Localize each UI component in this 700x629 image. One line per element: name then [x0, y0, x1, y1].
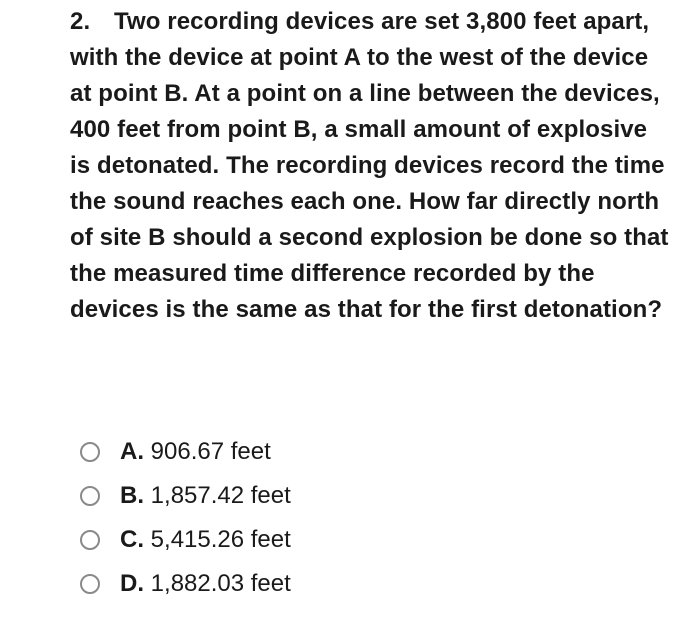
answer-label — [120, 525, 291, 555]
answer-label — [120, 481, 291, 511]
answer-label — [120, 437, 271, 467]
radio-unselected-icon[interactable] — [80, 530, 100, 550]
answer-letter: A. — [120, 438, 144, 465]
answer-letter: C. — [120, 526, 144, 553]
answer-option-b[interactable] — [80, 474, 640, 518]
answer-option-a[interactable] — [80, 430, 640, 474]
radio-unselected-icon[interactable] — [80, 574, 100, 594]
answer-letter: B. — [120, 482, 144, 509]
answer-options — [80, 430, 640, 606]
question-text: Two recording devices are set 3,800 feet apart, with the device at point A to the west of the device at point B. At a point on a line between the devices, 400 feet from point B, a small amount of explosive is detonated. The recording devices record the time the sound reaches each one. How far directly north of site B should a second explosion be done so that the measured time difference recorded by the devices is the same as that for the first detonation? — [70, 8, 669, 323]
answer-option-c[interactable] — [80, 518, 640, 562]
question-block — [70, 4, 670, 328]
answer-label — [120, 569, 291, 599]
question-number: 2. — [70, 8, 91, 35]
answer-value: 1,857.42 feet — [150, 482, 291, 509]
radio-unselected-icon[interactable] — [80, 486, 100, 506]
answer-option-d[interactable] — [80, 562, 640, 606]
radio-unselected-icon[interactable] — [80, 442, 100, 462]
answer-value: 906.67 feet — [150, 438, 271, 465]
answer-value: 5,415.26 feet — [150, 526, 291, 553]
answer-value: 1,882.03 feet — [150, 570, 291, 597]
answer-letter: D. — [120, 570, 144, 597]
